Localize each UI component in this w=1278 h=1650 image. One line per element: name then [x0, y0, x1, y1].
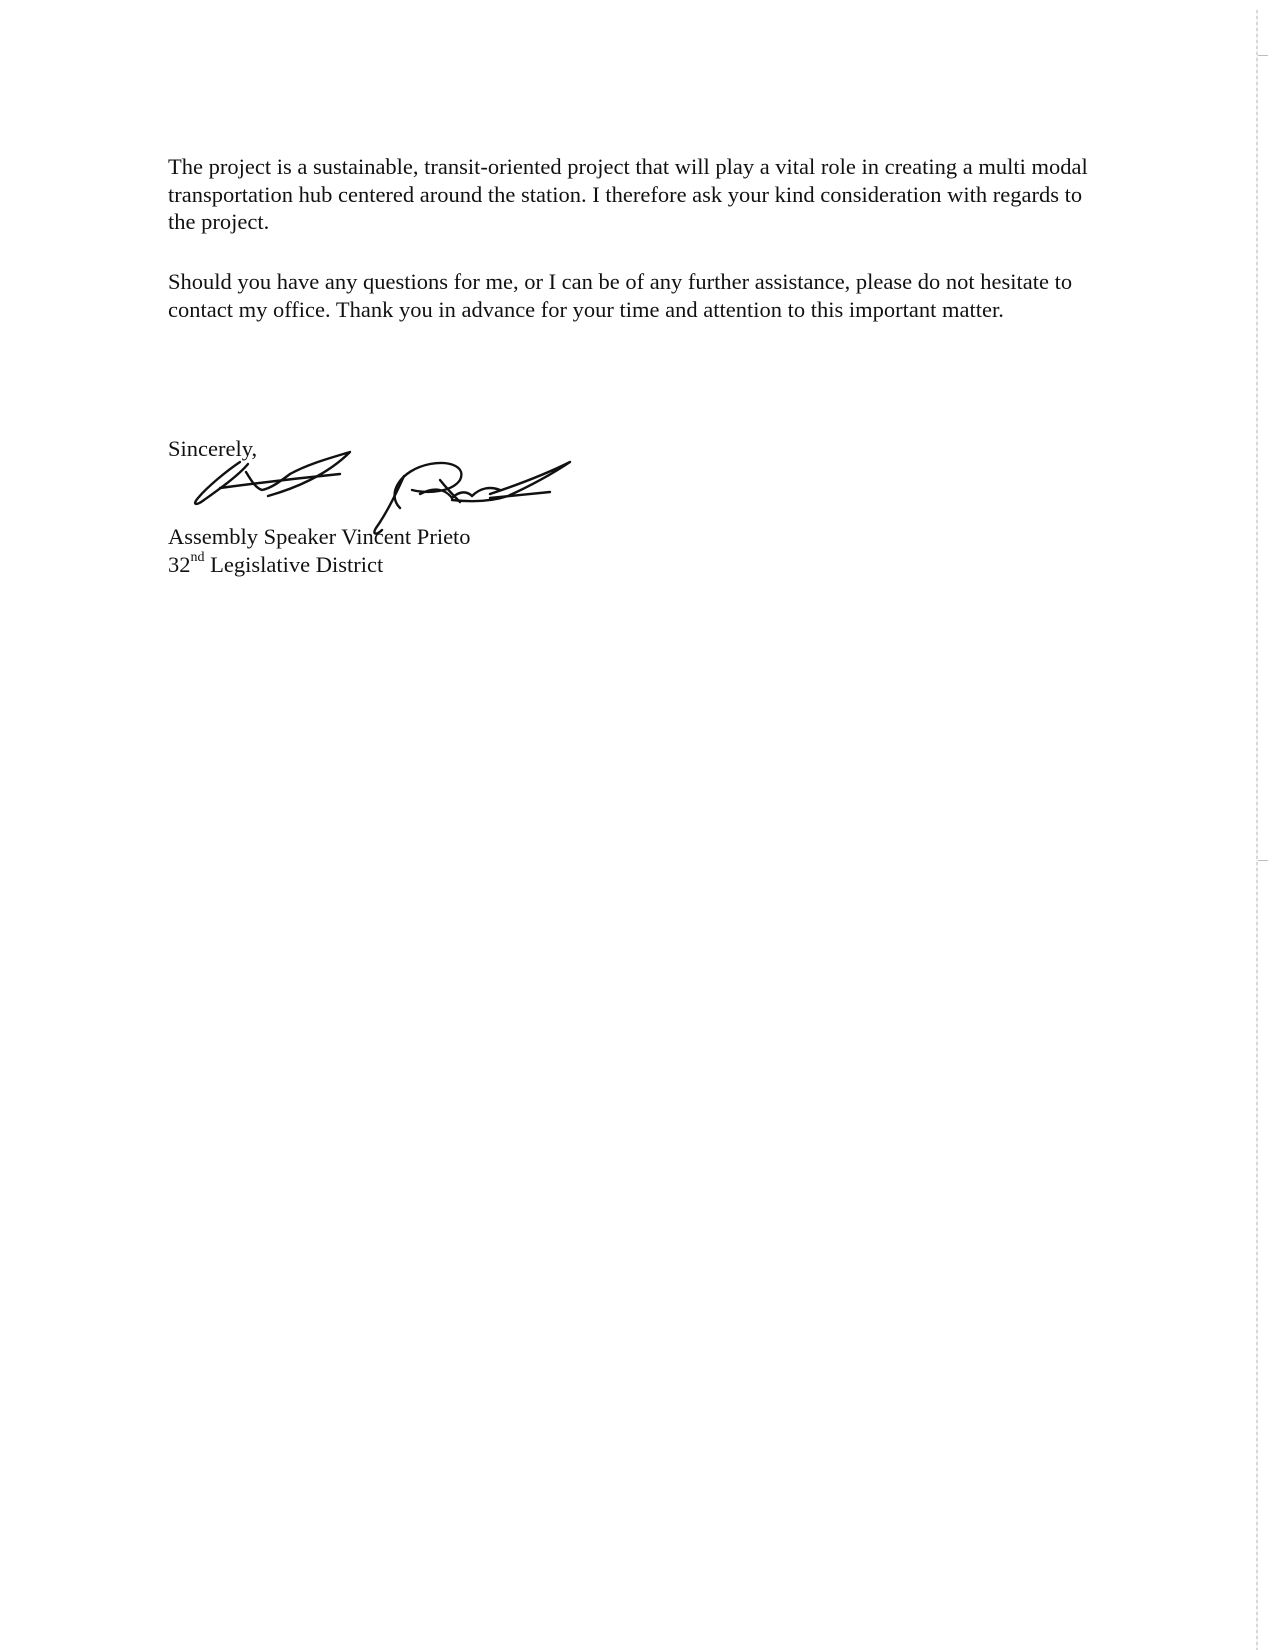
scan-tick-mark	[1258, 860, 1268, 861]
scan-edge-mark	[1256, 10, 1258, 1650]
district-number: 32	[168, 552, 191, 577]
body-paragraph-1: The project is a sustainable, transit-oriented project that will play a vital role in creating a multi modal transportation hub centered around the station. I therefore ask your kind consideration with regards to the project.	[168, 154, 1088, 234]
district-suffix: nd	[190, 549, 205, 565]
body-paragraph-2: Should you have any questions for me, or I can be of any further assistance, please do not hesitate to contact my office. Thank you in advance for your time and attention to this important matter.	[168, 269, 1073, 322]
district-line	[168, 551, 383, 579]
closing-salutation: Sincerely,	[168, 436, 258, 461]
scan-tick-mark	[1258, 55, 1268, 56]
signer-name-title: Assembly Speaker Vincent Prieto	[168, 524, 471, 549]
district-label: Legislative District	[210, 552, 384, 577]
